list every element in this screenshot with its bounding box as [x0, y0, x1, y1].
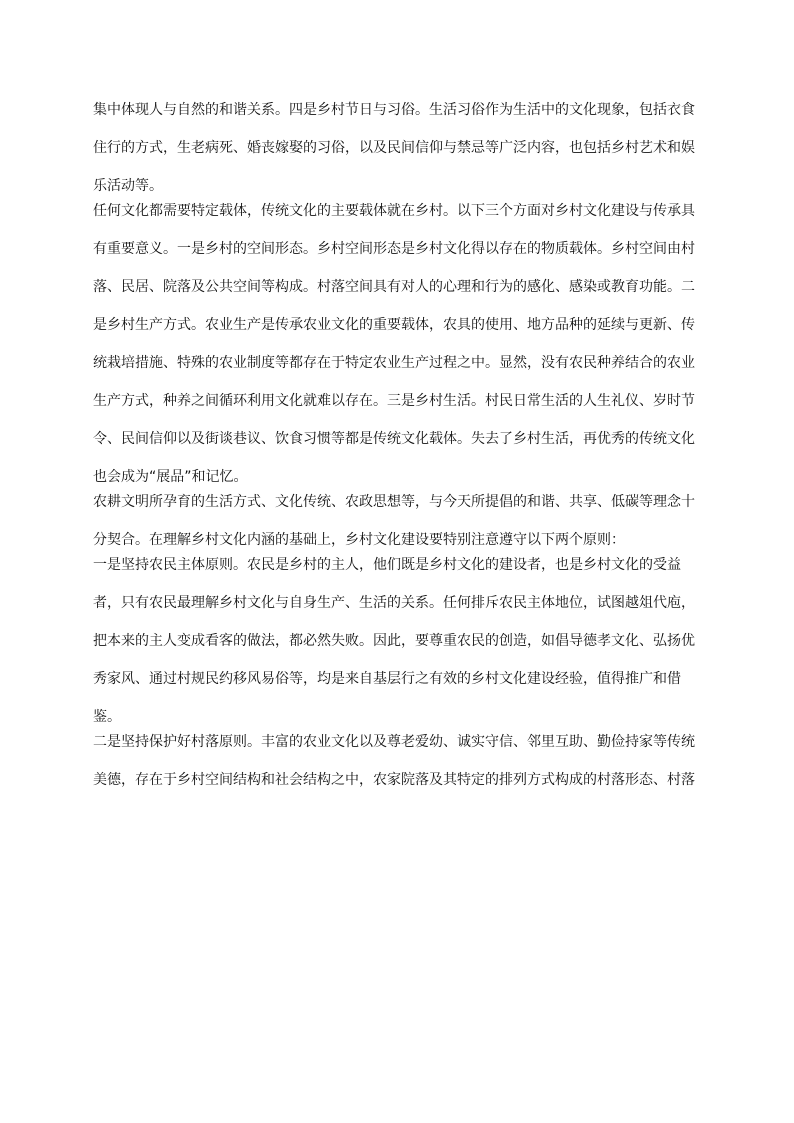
text-line: 农耕文明所孕育的生活方式、文化传统、农政思想等，与今天所提倡的和谐、共享、低碳等理念十 [93, 494, 695, 510]
text-line: 分契合。在理解乡村文化内涵的基础上，乡村文化建设要特别注意遵守以下两个原则： [93, 532, 625, 548]
document-body [93, 103, 701, 788]
text-line: 令、民间信仰以及街谈巷议、饮食习惯等都是传统文化载体。失去了乡村生活，再优秀的传统文化 [93, 431, 695, 447]
text-line: 是乡村生产方式。农业生产是传承农业文化的重要载体，农具的使用、地方品种的延续与更新、传 [93, 317, 695, 333]
text-line: 秀家风、通过村规民约移风易俗等，均是来自基层行之有效的乡村文化建设经验，值得推广和借 [93, 671, 681, 687]
text-line: 集中体现人与自然的和谐关系。四是乡村节日与习俗。生活习俗作为生活中的文化现象，包括衣食 [93, 102, 695, 118]
text-line: 一是坚持农民主体原则。农民是乡村的主人，他们既是乡村文化的建设者，也是乡村文化的受益 [93, 557, 681, 573]
text-line: 美德，存在于乡村空间结构和社会结构之中，农家院落及其特定的排列方式构成的村落形态、村落 [93, 772, 695, 788]
text-line: 者，只有农民最理解乡村文化与自身生产、生活的关系。任何排斥农民主体地位，试图越俎代庖， [93, 595, 695, 611]
text-line: 住行的方式，生老病死、婚丧嫁娶的习俗，以及民间信仰与禁忌等广泛内容，也包括乡村艺术和娱 [93, 140, 695, 156]
text-line: 乐活动等。 [93, 178, 163, 194]
text-line: 统栽培措施、特殊的农业制度等都存在于特定农业生产过程之中。显然，没有农民种养结合的农业 [93, 355, 695, 371]
text-line: 鉴。 [93, 709, 121, 725]
text-line: 二是坚持保护好村落原则。丰富的农业文化以及尊老爱幼、诚实守信、邻里互助、勤俭持家等传统 [93, 734, 695, 750]
text-line: 落、民居、院落及公共空间等构成。村落空间具有对人的心理和行为的感化、感染或教育功能。二 [93, 279, 695, 295]
text-line: 生产方式，种养之间循环利用文化就难以存在。三是乡村生活。村民日常生活的人生礼仪、岁时节 [93, 393, 695, 409]
text-line: 有重要意义。一是乡村的空间形态。乡村空间形态是乡村文化得以存在的物质载体。乡村空间由村 [93, 241, 695, 257]
text-line: 任何文化都需要特定载体，传统文化的主要载体就在乡村。以下三个方面对乡村文化建设与传承具 [93, 203, 695, 219]
text-line: 也会成为“展品”和记忆。 [93, 469, 248, 485]
text-line: 把本来的主人变成看客的做法，都必然失败。因此，要尊重农民的创造，如倡导德孝文化、弘扬优 [93, 633, 695, 649]
